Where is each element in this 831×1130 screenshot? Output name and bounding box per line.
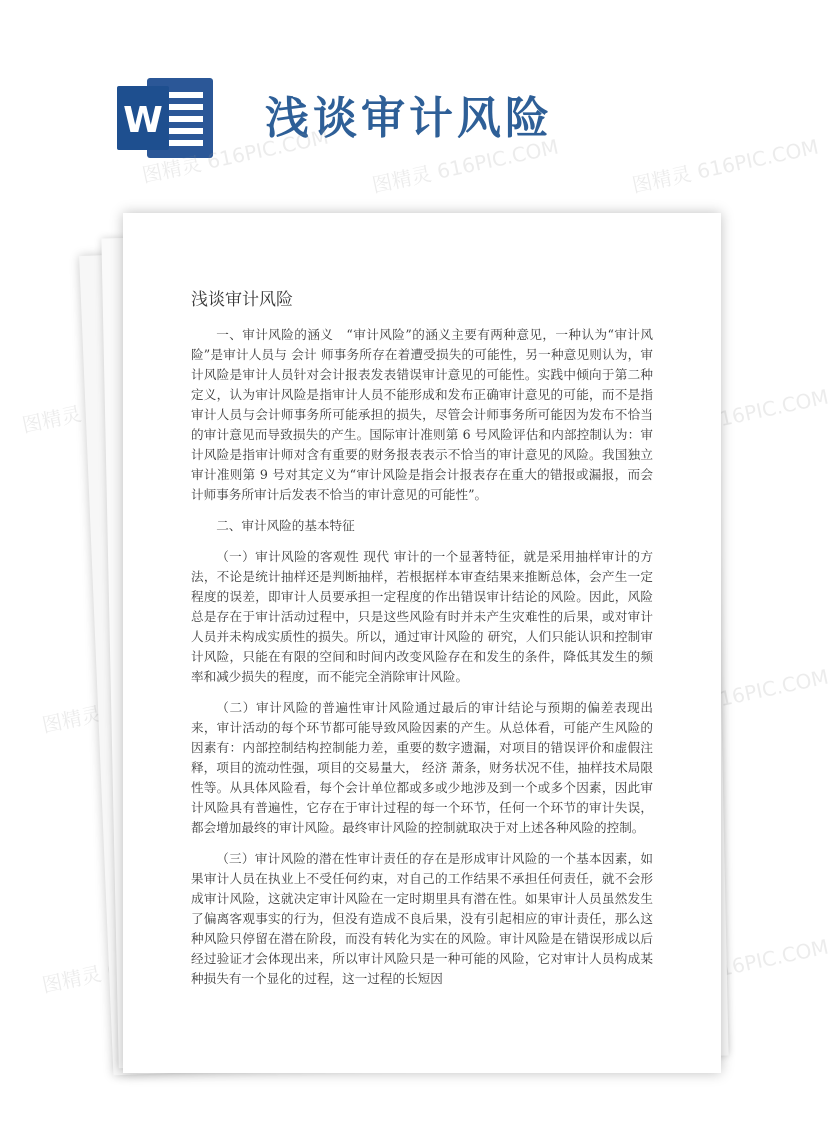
paragraph-definition: 一、审计风险的涵义 “审计风险”的涵义主要有两种意见，一种认为“审计风险”是审计人员与 会计 师事务所存在着遭受损失的可能性，另一种意见则认为，审计风险是审计人员针对会计报表发表错误审计意见的可能性。实践中倾向于第二种定义，认为审计风险是指审计人员不能形成和发布正确审计意见的可能，而不是指审计人员与会计师事务所可能承担的损失，尽管会计师事务所可能因为发布不恰当的审计意见而导致损失的产生。国际审计准则第 6 号风险评估和内部控制认为：审计风险是指审计师对含有重要的财务报表表示不恰当的审计意见的风险。我国独立审计准则第 9 号对其定义为“审计风险是指会计报表存在重大的错报或漏报，而会计师事务所审计后发表不恰当的审计意见的可能性”。 bbox=[191, 327, 653, 502]
svg-text:W: W bbox=[123, 100, 163, 141]
paragraph-objectivity: （一）审计风险的客观性 现代 审计的一个显著特征，就是采用抽样审计的方法，不论是统计抽样还是判断抽样，若根据样本审查结果来推断总体，会产生一定程度的误差，即审计人员要承担一定程度的作出错误审计结论的风险。因此，风险总是存在于审计活动过程中，只是这些风险有时并未产生灾难性的后果，或对审计人员并未构成实质性的损失。所以，通过审计风险的 研究，人们只能认识和控制审计风险，只能在有限的空间和时间内改变风险存在和发生的条件，降低其发生的频率和减少损失的程度，而不能完全消除审计风险。 bbox=[191, 549, 653, 684]
document-page bbox=[123, 213, 721, 1073]
watermark: 图精灵 616PIC.COM bbox=[639, 934, 831, 998]
watermark: 图精灵 bbox=[39, 701, 104, 738]
header-title: 浅谈审计风险 bbox=[265, 93, 553, 144]
watermark: 图精灵 bbox=[39, 961, 104, 998]
document-title: 浅谈审计风险 bbox=[191, 290, 293, 310]
watermark: 图精灵 616PIC.COM bbox=[639, 664, 831, 728]
paragraph-universality: （二）审计风险的普遍性审计风险通过最后的审计结论与预期的偏差表现出来，审计活动的每个环节都可能导致风险因素的产生。从总体看，可能产生风险的因素有：内部控制结构控制能力差，重要的数字遗漏，对项目的错误评价和虚假注释，项目的流动性强，项目的交易量大， 经济 萧条，财务状况不佳，抽样技术局限性等。从具体风险看，每个会计单位都或多或少地涉及到一个或多个因素，因此审计风险具有普遍性，它存在于审计过程的每一个环节，任何一个环节的审计失误，都会增加最终的审计风险。最终审计风险的控制就取决于对上述各种风险的控制。 bbox=[191, 700, 653, 835]
watermark: 图精灵 616PIC.COM bbox=[369, 134, 561, 198]
paragraph-latency: （三）审计风险的潜在性审计责任的存在是形成审计风险的一个基本因素，如果审计人员在执业上不受任何约束，对自己的工作结果不承担任何责任，就不会形成审计风险，这就决定审计风险在一定时期里具有潜在性。如果审计人员虽然发生了偏离客观事实的行为，但没有造成不良后果，没有引起相应的审计责任，那么这种风险只停留在潜在阶段，而没有转化为实在的风险。审计风险是在错误形成以后经过验证才会体现出来，所以审计风险只是一种可能的风险，它对审计人员构成某种损失有一个显化的过程，这一过程的长短因 bbox=[191, 851, 653, 986]
watermark: 图精灵 616PIC.COM bbox=[639, 384, 831, 448]
word-document-icon bbox=[113, 72, 217, 164]
watermark: 图精灵 616PIC.COM bbox=[629, 134, 821, 198]
document-body bbox=[191, 325, 653, 1000]
header-banner bbox=[0, 0, 800, 215]
section-heading: 二、审计风险的基本特征 bbox=[216, 518, 355, 533]
watermark: 图精灵 bbox=[19, 401, 84, 438]
watermark: 图精灵 616PIC.COM bbox=[139, 124, 331, 188]
